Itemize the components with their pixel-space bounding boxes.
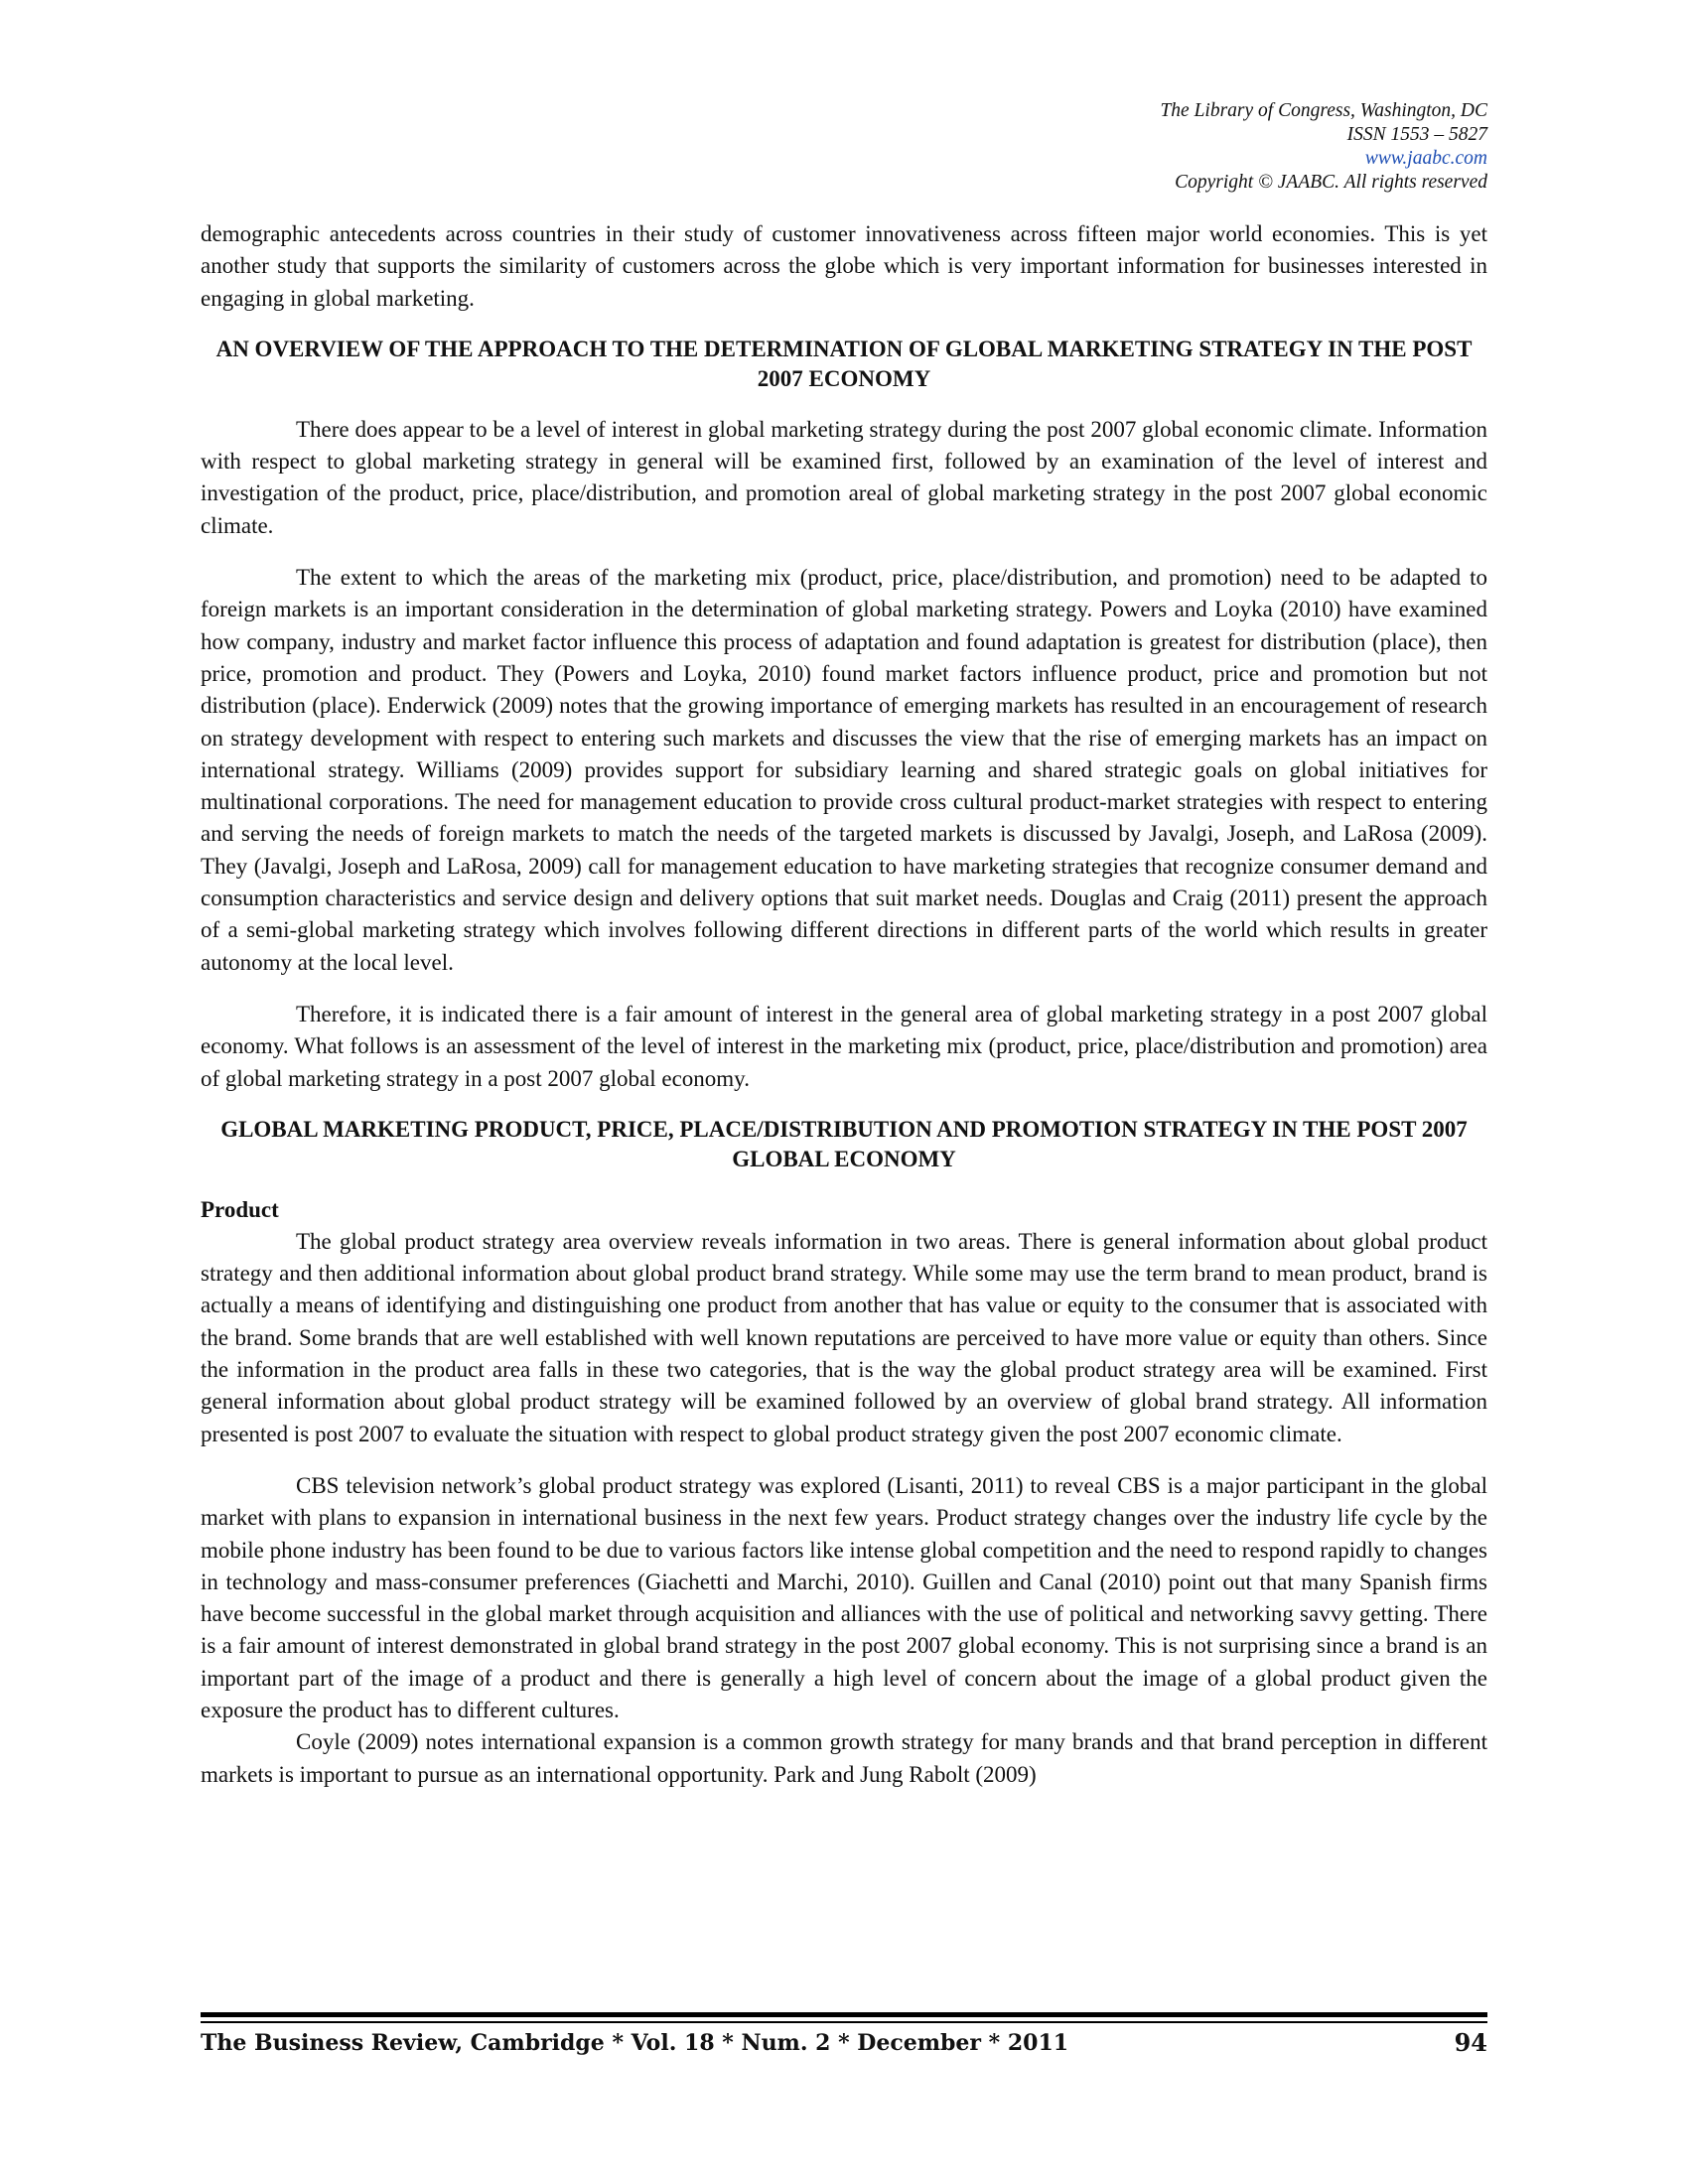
page-number: 94: [1454, 2028, 1487, 2057]
page-body: [201, 218, 1487, 1811]
footer-rule-thick: [201, 2012, 1487, 2017]
body-paragraph: CBS television network’s global product strategy was explored (Lisanti, 2011) to reveal CBS is a major participant in the global market with plans to expansion in international business in the next few years. Product strategy changes over the industry life cycle by the mobile phone industry has been found to be due to various factors like intense global competition and the need to respond rapidly to changes in technology and mass-consumer preferences (Giachetti and Marchi, 2010). Guillen and Canal (2010) point out that many Spanish firms have become successful in the global market through acquisition and alliances with the use of political and networking savvy getting. There is a fair amount of interest demonstrated in global brand strategy in the post 2007 global economy. This is not surprising since a brand is an important part of the image of a product and there is generally a high level of concern about the image of a global product given the exposure the product has to different cultures.: [201, 1472, 1487, 1722]
section-heading-overview: AN OVERVIEW OF THE APPROACH TO THE DETERMINATION OF GLOBAL MARKETING STRATEGY IN THE POST 2007 ECONOMY: [215, 336, 1473, 391]
header-issn-line: ISSN 1553 – 5827: [1346, 124, 1487, 145]
footer-journal-citation: The Business Review, Cambridge * Vol. 18 * Num. 2 * December * 2011: [201, 2030, 1069, 2056]
body-paragraph: The global product strategy area overview reveals information in two areas. There is general information about global product strategy and then additional information about global product brand strategy. While some may use the term brand to mean product, brand is actually a means of identifying and distinguishing one product from another that has value or equity to the consumer that is associated with the brand. Some brands that are well established with well known reputations are perceived to have more value or equity than others. Since the information in the product area falls in these two categories, that is the way the global product strategy area will be examined. First general information about global product strategy will be examined followed by an overview of global brand strategy. All information presented is post 2007 to evaluate the situation with respect to global product strategy given the post 2007 economic climate.: [201, 1228, 1487, 1446]
running-header: [1160, 99, 1487, 195]
footer-rule-thin: [201, 2021, 1487, 2023]
section-heading-marketing-mix: GLOBAL MARKETING PRODUCT, PRICE, PLACE/DISTRIBUTION AND PROMOTION STRATEGY IN THE POST 2007 GLOBAL ECONOMY: [220, 1116, 1468, 1171]
body-paragraph: Therefore, it is indicated there is a fair amount of interest in the general area of global marketing strategy in a post 2007 global economy. What follows is an assessment of the level of interest in the marketing mix (product, price, place/distribution and promotion) area of global marketing strategy in a post 2007 global economy.: [201, 1001, 1487, 1091]
subheading-product: Product: [201, 1196, 279, 1222]
header-library-line: The Library of Congress, Washington, DC: [1160, 100, 1487, 121]
body-paragraph: The extent to which the areas of the marketing mix (product, price, place/distribution, and promotion) need to be adapted to foreign markets is an important consideration in the determination of global marketing strategy. Powers and Loyka (2010) have examined how company, industry and market factor influence this process of adaptation and found adaptation is greatest for distribution (place), then price, promotion and product. They (Powers and Loyka, 2010) found market factors influence product, price and promotion but not distribution (place). Enderwick (2009) notes that the growing importance of emerging markets has resulted in an encouragement of research on strategy development with respect to entering such markets and discusses the view that the rise of emerging markets has an impact on international strategy. Williams (2009) provides support for subsidiary learning and shared strategic goals on global initiatives for multinational corporations. The need for management education to provide cross cultural product-market strategies with respect to entering and serving the needs of foreign markets to match the needs of the targeted markets is discussed by Javalgi, Joseph, and LaRosa (2009). They (Javalgi, Joseph and LaRosa, 2009) call for management education to have marketing strategies that recognize consumer demand and consumption characteristics and service design and delivery options that suit market needs. Douglas and Craig (2011) present the approach of a semi-global marketing strategy which involves following different directions in different parts of the world which results in greater autonomy at the local level.: [201, 565, 1487, 975]
header-website-link[interactable]: www.jaabc.com: [1364, 148, 1487, 169]
body-paragraph: Coyle (2009) notes international expansion is a common growth strategy for many brands and that brand perception in different markets is important to pursue as an international opportunity. Park and Jung Rabolt (2009): [201, 1729, 1487, 1787]
intro-paragraph: demographic antecedents across countries in their study of customer innovativeness across fifteen major world economies. This is yet another study that supports the similarity of customers across the globe which is very important information for businesses interested in engaging in global marketing.: [201, 221, 1487, 311]
header-copyright-line: Copyright © JAABC. All rights reserved: [1175, 172, 1487, 193]
body-paragraph: There does appear to be a level of interest in global marketing strategy during the post 2007 global economic climate. Information with respect to global marketing strategy in general will be examined first, followed by an examination of the level of interest and investigation of the product, price, place/distribution, and promotion areal of global marketing strategy in the post 2007 global economic climate.: [201, 416, 1487, 538]
